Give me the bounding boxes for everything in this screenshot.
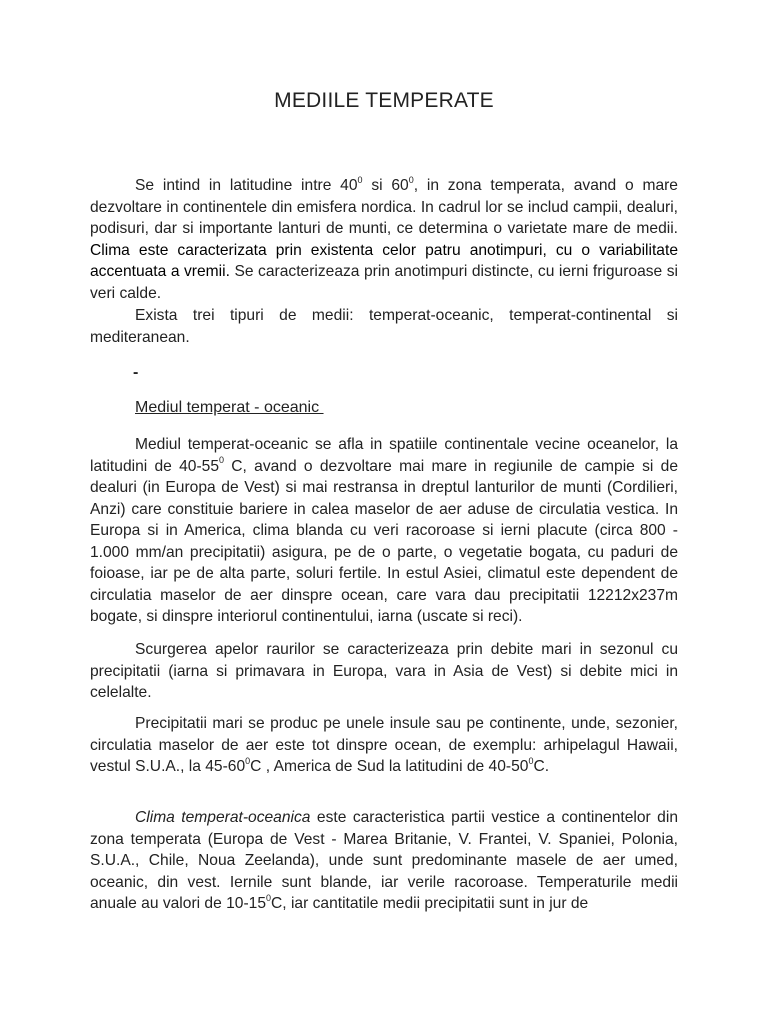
superscript: 0 xyxy=(357,174,363,185)
superscript: 0 xyxy=(528,755,534,766)
paragraph-types: Exista trei tipuri de medii: temperat-oceanic, temperat-continental si mediteranean. xyxy=(90,307,678,346)
text-span: este caracteristica partii vestice a continentelor din zona temperata (Europa de Vest - Marea Britanie, V. Frantei, V. Spaniei, Polonia, S.U.A., Chile, Noua Zeelanda), unde sunt predominante masele de aer umed, oceanic, din vest. Iernile sunt blande, iar verile racoroase. Temperaturile medii anuale au valori de 10-15 xyxy=(90,809,678,912)
text-span: Se caracterizeaza prin anotimpuri distincte, cu ierni friguroase si veri calde. xyxy=(90,263,679,302)
text-span: si 60 xyxy=(362,177,409,194)
superscript: 0 xyxy=(266,892,272,903)
superscript: 0 xyxy=(219,455,225,466)
italic-term: Clima temperat-oceanica xyxy=(135,809,311,826)
paragraph-oceanic-description xyxy=(90,434,678,628)
highlighted-sentence: Clima este caracterizata prin existenta celor patru anotimpuri, cu o variabilitate accentuata a vremii. xyxy=(90,241,678,280)
superscript: 0 xyxy=(408,174,414,185)
superscript: 0 xyxy=(245,755,251,766)
text-span: C. xyxy=(533,758,550,775)
list-dash: - xyxy=(133,364,139,381)
paragraph-climate xyxy=(90,807,678,915)
text-span: , in zona temperata, avand o mare dezvoltare in continentele din emisfera nordica. In cadrul lor se includ campii, dealuri, podisuri, dar si importante lanturi de munti, ce determina o varietate mare de medii. xyxy=(90,177,678,237)
paragraph-rivers: Scurgerea apelor raurilor se caracterizeaza prin debite mari in sezonul cu precipitatii (iarna si primavara in Europa, vara in Asia de Vest) si debite mici in celelalte. xyxy=(90,641,678,701)
paragraph-intro xyxy=(90,175,678,304)
text-span: Se intind in latitudine intre 40 xyxy=(135,177,358,194)
text-span: C, avand o dezvoltare mai mare in regiunile de campie si de dealuri (in Europa de Vest) si mai restransa in dreptul lanturilor de munti (Cordilieri, Anzi) care constituie bariere in calea maselor de aer aduse de circulatia vestica. In Europa si in America, clima blanda cu veri racoroase si ierni placute (circa 800 - 1.000 mm/an precipitatii) asigura, pe de o parte, o vegetatie bogata, cu paduri de foioase, iar pe de alta parte, soluri fertile. In estul Asiei, climatul este dependent de circulatia maselor de aer dinspre ocean, care vara dau precipitatii 12212x237m bogate, si dinspre interiorul continentului, iarna (uscate si reci). xyxy=(90,457,678,625)
text-span: C , America de Sud la latitudini de 40-50 xyxy=(250,758,529,775)
text-span: C, iar cantitatile medii precipitatii sunt in jur de xyxy=(271,895,589,912)
section-heading: Mediul temperat - oceanic xyxy=(135,399,324,416)
paragraph-precipitation xyxy=(90,713,678,778)
page-title: MEDIILE TEMPERATE xyxy=(274,89,494,112)
text-span: Mediul temperat-oceanic se afla in spatiile continentale vecine oceanelor, la latitudini de 40-55 xyxy=(90,436,678,475)
text-span: Precipitatii mari se produc pe unele insule sau pe continente, unde, sezonier, circulatia maselor de aer este tot dinspre ocean, de exemplu: arhipelagul Hawaii, vestul S.U.A., la 45-60 xyxy=(90,715,678,775)
